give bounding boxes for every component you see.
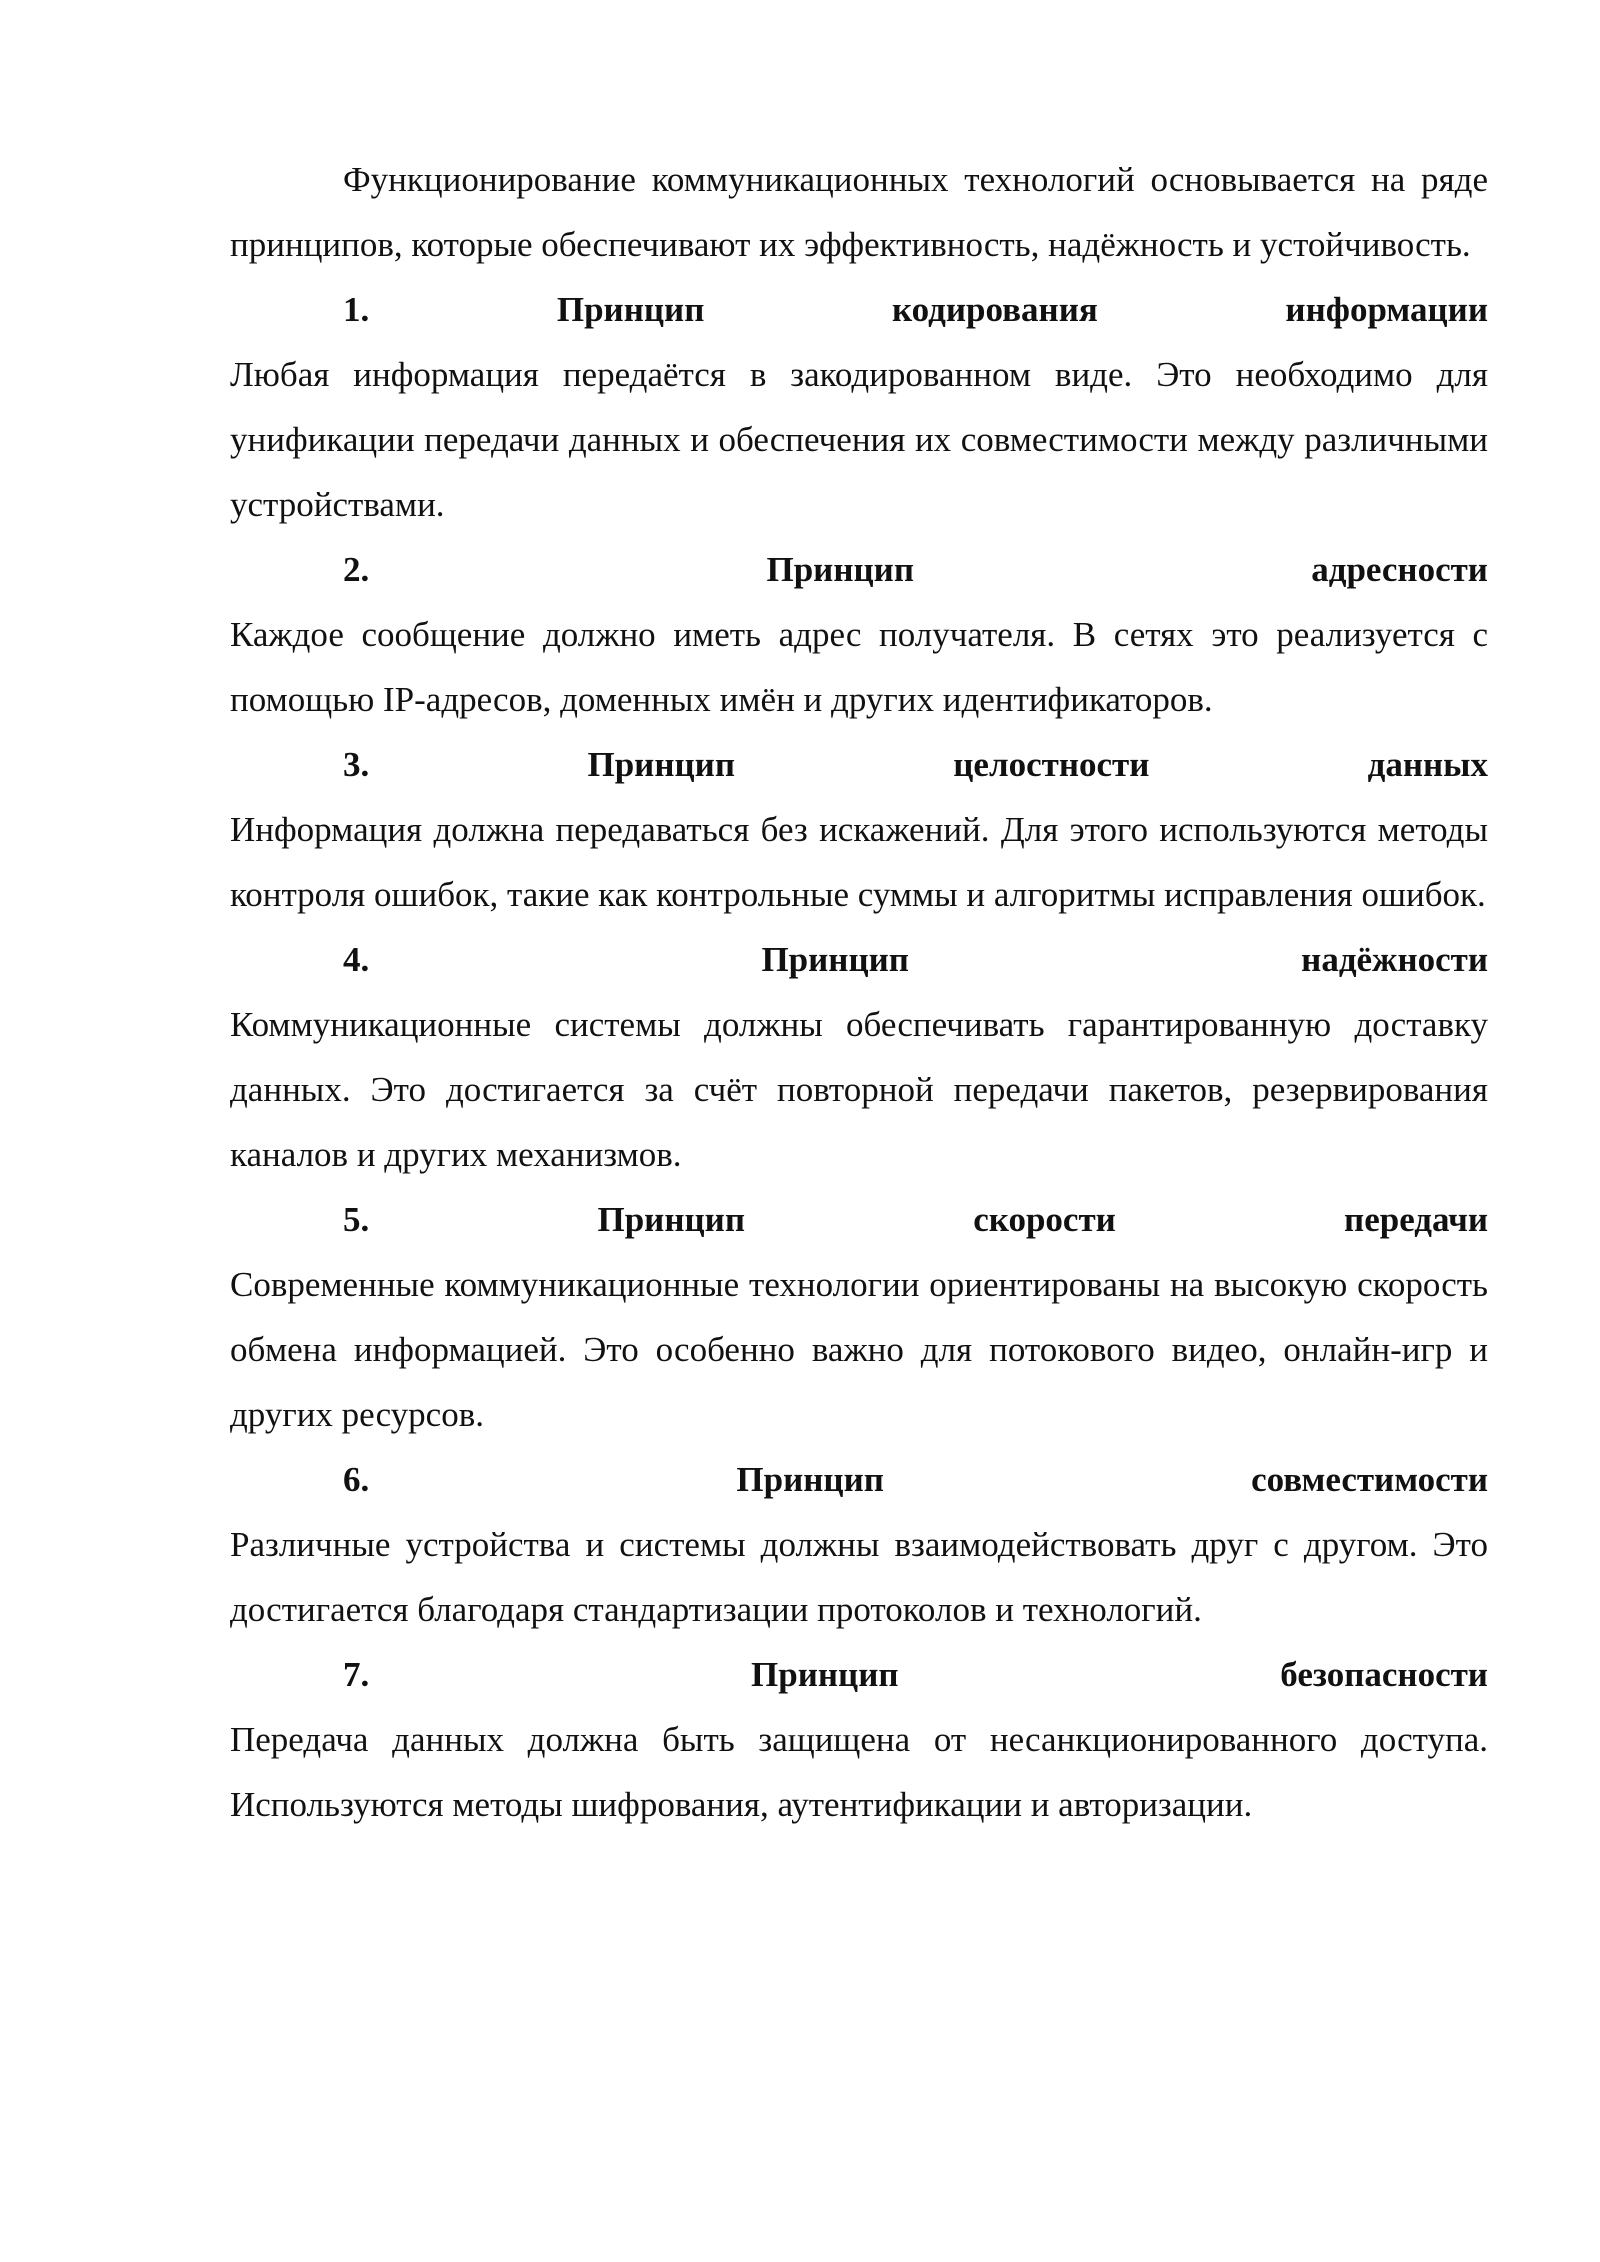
principle-number: 1. [343,290,370,329]
principle-heading-word: Принцип [597,1200,745,1239]
principle-text-4: Коммуникационные системы должны обеспечивать гарантированную доставку данных. Это достигается за счёт повторной передачи пакетов, резервирования каналов и других механизмов. [230,1005,1488,1174]
principle-heading-word: Принцип [587,745,736,784]
principle-text-3: Информация должна передаваться без искажений. Для этого используются методы контроля ошибок, такие как контрольные суммы и алгоритмы исправления ошибок. [230,810,1488,914]
principle-heading-1 [230,277,1488,342]
principle-number: 3. [343,745,370,784]
principle-number: 4. [343,940,370,979]
principle-number: 7. [343,1655,370,1694]
principle-number: 5. [343,1200,370,1239]
principle-heading-word: безопасности [1280,1655,1488,1694]
principle-heading-4 [230,927,1488,992]
principle-heading-6 [230,1447,1488,1512]
principle-heading-word: Принцип [736,1460,884,1499]
principle-text-1: Любая информация передаётся в закодированном виде. Это необходимо для унификации передачи данных и обеспечения их совместимости между различными устройствами. [230,355,1488,524]
principle-heading-word: Принцип [556,290,705,329]
principle-heading-2 [230,537,1488,602]
principle-heading-word: передачи [1344,1200,1488,1239]
principle-text-5: Современные коммуникационные технологии ориентированы на высокую скорость обмена информацией. Это особенно важно для потокового видео, онлайн-игр и других ресурсов. [230,1265,1488,1434]
principle-number: 2. [343,550,370,589]
principle-number: 6. [343,1460,370,1499]
principle-heading-5 [230,1187,1488,1252]
principle-heading-word: кодирования [891,290,1098,329]
principle-heading-word: данных [1367,745,1488,784]
principle-heading-word: Принцип [761,940,909,979]
principle-heading-3 [230,732,1488,797]
principle-text-2: Каждое сообщение должно иметь адрес получателя. В сетях это реализуется с помощью IP-адресов, доменных имён и других идентификаторов. [230,615,1488,719]
principle-heading-7 [230,1642,1488,1707]
principle-text-6: Различные устройства и системы должны взаимодействовать друг с другом. Это достигается благодаря стандартизации протоколов и технологий. [230,1525,1488,1629]
principle-heading-word: целостности [953,745,1150,784]
principle-heading-word: Принцип [751,1655,899,1694]
intro-paragraph: Функционирование коммуникационных технологий основывается на ряде принципов, которые обеспечивают их эффективность, надёжность и устойчивость. [230,160,1488,264]
principle-heading-word: информации [1285,290,1488,329]
principle-heading-word: совместимости [1251,1460,1488,1499]
principle-text-7: Передача данных должна быть защищена от несанкционированного доступа. Используются методы шифрования, аутентификации и авторизации. [230,1720,1488,1824]
document-page [230,147,1488,1837]
principle-heading-word: Принцип [766,550,915,589]
principle-heading-word: скорости [973,1200,1116,1239]
principle-heading-word: адресности [1311,550,1488,589]
principle-heading-word: надёжности [1301,940,1488,979]
